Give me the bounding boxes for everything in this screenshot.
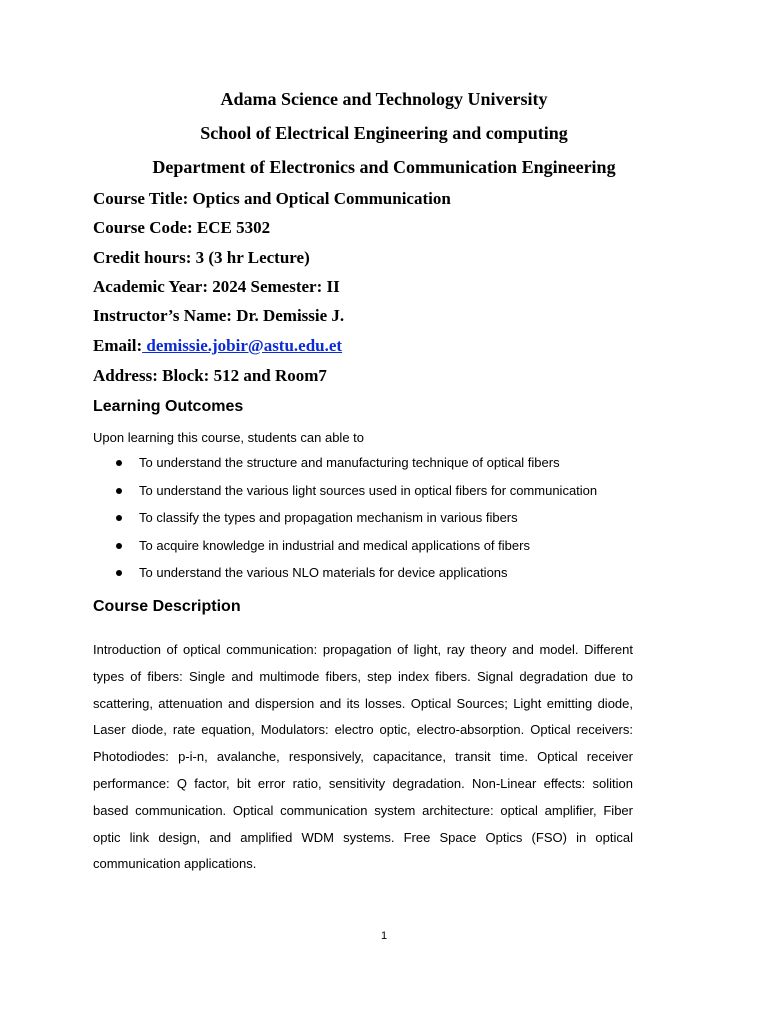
credit-hours: Credit hours: 3 (3 hr Lecture)	[93, 248, 310, 267]
course-description-heading: Course Description	[93, 598, 241, 615]
instructor-name: Instructor’s Name: Dr. Demissie J.	[93, 306, 345, 325]
learning-outcomes-heading: Learning Outcomes	[93, 398, 244, 415]
bullet-icon	[116, 460, 122, 466]
learning-outcomes-intro: Upon learning this course, students can able to	[93, 430, 365, 445]
list-item-text: To understand the structure and manufacturing technique of optical fibers	[139, 455, 560, 470]
bullet-icon	[116, 488, 122, 494]
department-title: Department of Electronics and Communication Engineering	[152, 157, 616, 177]
email-label: Email:	[93, 336, 143, 355]
bullet-icon	[116, 543, 122, 549]
list-item	[93, 483, 597, 511]
academic-year: Academic Year: 2024 Semester: II	[93, 277, 340, 296]
list-item-text: To classify the types and propagation mechanism in various fibers	[139, 510, 518, 525]
list-item	[93, 565, 597, 593]
bullet-icon	[116, 515, 122, 521]
school-title: School of Electrical Engineering and computing	[200, 123, 568, 143]
course-code: Course Code: ECE 5302	[93, 218, 271, 237]
list-item-text: To acquire knowledge in industrial and medical applications of fibers	[139, 537, 530, 553]
list-item	[93, 455, 597, 483]
bullet-icon	[116, 570, 122, 576]
list-item	[93, 538, 597, 566]
university-title: Adama Science and Technology University	[220, 89, 548, 109]
email-line	[93, 335, 342, 357]
learning-outcomes-list	[93, 455, 597, 593]
address: Address: Block: 512 and Room7	[93, 366, 327, 385]
list-item-text: To understand the various NLO materials for device applications	[139, 565, 508, 580]
course-title: Course Title: Optics and Optical Communication	[93, 189, 451, 208]
course-description-text: Introduction of optical communication: propagation of light, ray theory and model. Different types of fibers: Single and multimode fibers, step index fibers. Signal degradation due to scattering, attenuation and dispersion and its losses. Optical Sources; Light emitting diode, Laser diode, rate equation, Modulators: electro optic, electro-absorption. Optical receivers: Photodiodes: p-i-n, avalanche, responsively, capacitance, transit time. Optical receiver performance: Q factor, bit error ratio, sensitivity degradation. Non-Linear effects: solition based communication. Optical communication system architecture: optical amplifier, Fiber optic link design, and amplified WDM systems. Free Space Optics (FSO) in optical communication applications.	[93, 642, 633, 872]
page-number: 1	[380, 930, 388, 942]
list-item-text: To understand the various light sources used in optical fibers for communication	[139, 482, 598, 498]
email-link[interactable]: demissie.jobir@astu.edu.et	[142, 336, 343, 355]
list-item	[93, 510, 597, 538]
